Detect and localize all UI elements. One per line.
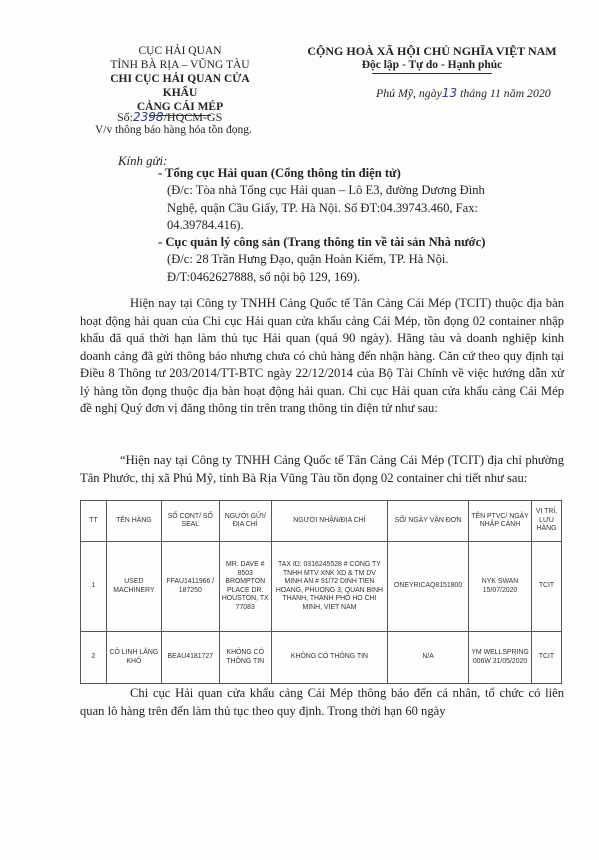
table-cell: NYK SWAN 15/07/2020 (469, 542, 532, 632)
recipient-2-name: - Cục quản lý công sản (Trang thông tin về tài sản Nhà nước) (158, 235, 486, 250)
body-paragraph-1: Hiện nay tại Công ty TNHH Cảng Quốc tế Tân Cảng Cái Mép (TCIT) thuộc địa bàn hoạt động hải quan của Chi cục Hải quan cửa khẩu cảng Cái Mép, tồn đọng 02 container nhập khẩu đã quá thời hạn làm thủ tục Hải quan (quá 90 ngày). Hãng tàu và doanh nghiệp kinh doanh cảng đã gửi thông báo nhưng chưa có chủ hàng đến nhận hàng. Căn cứ theo quy định tại Điều 8 Thông tư 203/2014/TT-BTC ngày 22/12/2014 của Bộ Tài Chính về việc hướng dẫn xử lý hàng tồn đọng thuộc địa bàn hoạt động hải quan. Chi cục Hải quan cửa khẩu cảng Cái Mép đề nghị Quý đơn vị đăng thông tin trên trang thông tin điện tử như sau: (80, 296, 564, 415)
date-year-label: năm 2020 (503, 86, 551, 100)
issue-date (376, 86, 551, 101)
table-cell: 2 (81, 632, 107, 684)
date-day: 13 (441, 86, 458, 100)
table-cell: KHÔNG CÓ THÔNG TIN (271, 632, 387, 684)
col-header-shipper: NGƯỜI GỬI/ ĐỊA CHỈ (219, 501, 271, 542)
recipients-block (158, 165, 568, 286)
body-paragraph-3: Chi cục Hải quan cửa khẩu cảng Cái Mép thông báo đến cá nhân, tổ chức có liên quan lô hàng trên đến làm thủ tục theo quy định. Trong thời hạn 60 ngày (80, 686, 564, 718)
national-motto-2: Độc lập - Tự do - Hạnh phúc (361, 59, 503, 71)
reference-number (117, 110, 222, 125)
ref-prefix: Số: (117, 110, 134, 124)
table-cell: N/A (388, 632, 469, 684)
agency-line-4: CẢNG CÁI MÉP (136, 101, 224, 113)
col-header-goods-name: TÊN HÀNG (106, 501, 161, 542)
table-cell: MR. DAVE # 8503 BROMPTON PLACE DR. HOUSTON, TX 77083 (219, 542, 271, 632)
date-month-label: tháng (460, 86, 487, 100)
ref-number: 2398 (133, 110, 164, 124)
table-cell: ONEYRICAQ8151800 (388, 542, 469, 632)
agency-header (95, 44, 265, 116)
date-month: 11 (489, 86, 501, 100)
table-row (81, 632, 562, 684)
recipient-1-name: - Tổng cục Hải quan (Cổng thông tin điện tử) (158, 166, 401, 180)
table-cell: TCIT (531, 542, 561, 632)
recipients-label: Kính gửi: (118, 154, 168, 168)
national-header (292, 44, 572, 74)
goods-table (80, 500, 562, 684)
subject-line: V/v thông báo hàng hóa tồn đọng. (95, 124, 252, 136)
table-row (81, 542, 562, 632)
date-place: Phú Mỹ, ngày (376, 86, 442, 100)
national-underline (372, 73, 492, 74)
table-cell: CÔ LINH LĂNG KHÔ (106, 632, 161, 684)
col-header-container: SỐ CONT/ SỐ SEAL (161, 501, 219, 542)
table-cell: TAX ID: 0316245528 # CONG TY TNHH MTV XNK XD & TM DV MINH AN # 91/72 DINH TIEN HOANG, PHUONG 3, QUAN BINH THANH, THANH PHO HO CHI MINH, VIET NAM (271, 542, 387, 632)
col-header-vessel: TÊN PTVC/ NGÀY NHẬP CẢNH (469, 501, 532, 542)
table-cell: FFAU1411966 / 187250 (161, 542, 219, 632)
agency-line-2: TỈNH BÀ RỊA – VŨNG TÀU (110, 59, 250, 71)
table-cell: BEAU4181727 (161, 632, 219, 684)
table-header-row (81, 501, 562, 542)
table-cell: TCIT (531, 632, 561, 684)
col-header-consignee: NGƯỜI NHẬN/ĐỊA CHỈ (271, 501, 387, 542)
agency-line-1: CỤC HẢI QUAN (138, 45, 222, 57)
table-cell: 1 (81, 542, 107, 632)
col-header-location: VỊ TRÍ, LƯU HÀNG (531, 501, 561, 542)
national-motto-1: CỘNG HOÀ XÃ HỘI CHỦ NGHĨA VIỆT NAM (307, 44, 557, 58)
table-cell: KHÔNG CÓ THÔNG TIN (219, 632, 271, 684)
recipient-1-address-1: (Đ/c: Tòa nhà Tổng cục Hải quan – Lô E3, đường Dương Đình (167, 183, 485, 198)
table-cell: USED MACHINERY (106, 542, 161, 632)
recipient-1-address-3: 04.39784.416). (167, 217, 244, 232)
ref-code: /HQCM-GS (163, 110, 223, 124)
table-cell: YM WELLSPRING 006W 31/05/2020 (469, 632, 532, 684)
recipient-2-address-2: Đ/T:0462627888, số nội bộ 129, 169). (167, 269, 361, 284)
body-paragraph-2: “Hiện nay tại Công ty TNHH Cảng Quốc tế Tân Cảng Cái Mép (TCIT) địa chỉ phường Tân Phước, thị xã Phú Mỹ, tỉnh Bà Rịa Vũng Tàu tồn đọng 02 container chi tiết như sau: (80, 453, 564, 485)
recipient-2-address-1: (Đ/c: 28 Trần Hưng Đạo, quận Hoàn Kiếm, TP. Hà Nội. (167, 252, 449, 267)
recipient-1-address-2: Nghệ, quận Cầu Giấy, TP. Hà Nội. Số ĐT:04.39743.460, Fax: (167, 200, 479, 215)
col-header-bill-of-lading: SỐ/ NGÀY VẬN ĐƠN (388, 501, 469, 542)
col-header-tt: TT (81, 501, 107, 542)
agency-line-3: CHI CỤC HẢI QUAN CỬA KHẨU (110, 73, 250, 99)
